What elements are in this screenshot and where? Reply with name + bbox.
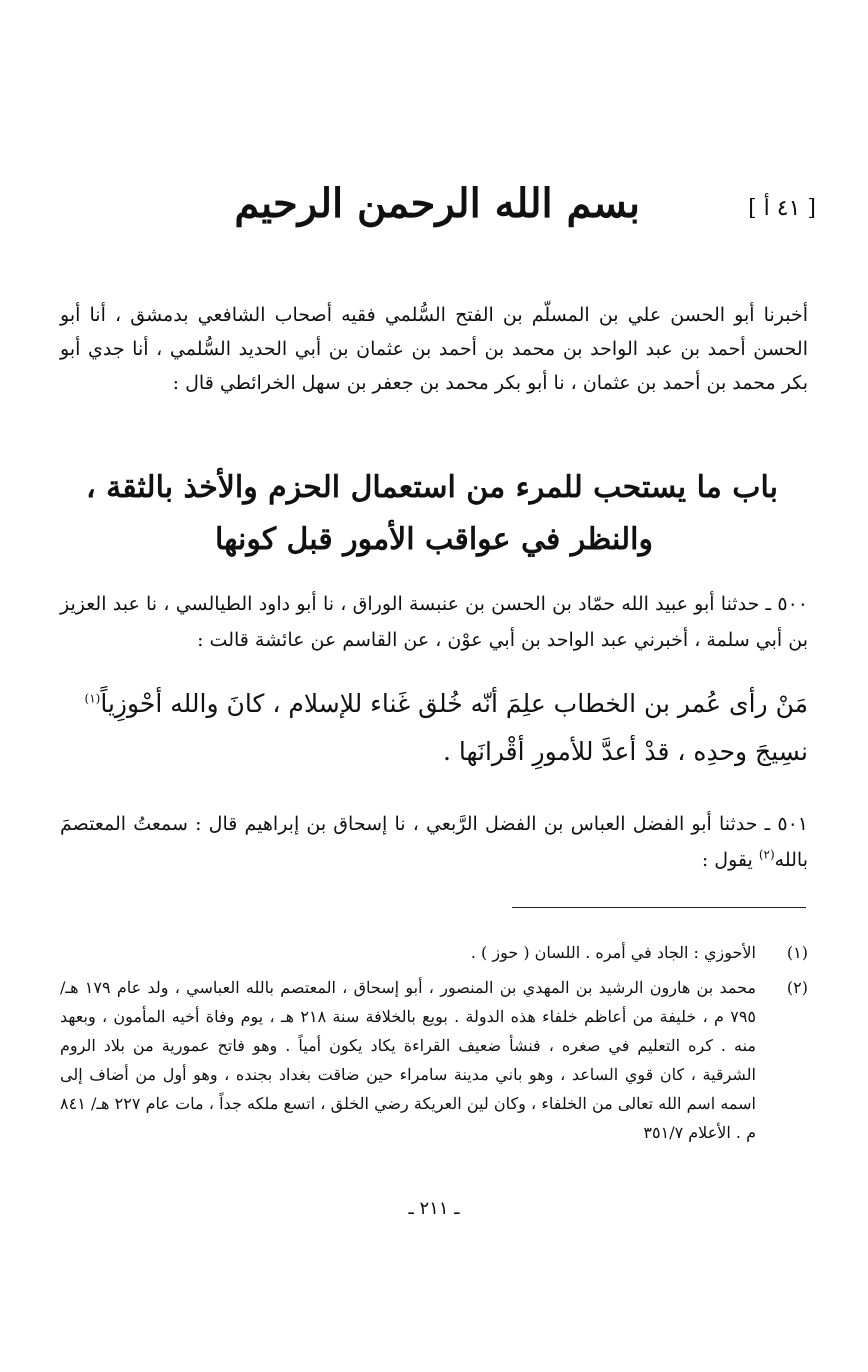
footnote-separator (512, 907, 806, 908)
hadith-501-text: ٥٠١ ـ حدثنا أبو الفضل العباس بن الفضل الرَّبعي ، نا إسحاق بن إبراهيم قال : سمعتُ المعتصمَ بالله (60, 813, 808, 871)
matn-line-2: نسِيجَ وحدِه ، قدْ أعدَّ للأمورِ أقْرانَها . (442, 737, 808, 766)
matn-line-1-text: مَنْ رأى عُمر بن الخطاب علِمَ أنّه خُلق غَناء للإسلام ، كانَ والله أحْوزِياً (100, 689, 808, 718)
hadith-501 (60, 806, 808, 878)
chapter-title-line-1: باب ما يستحب للمرء من استعمال الحزم والأخذ بالثقة ، (85, 470, 778, 505)
hadith-500-text: ٥٠٠ ـ حدثنا أبو عبيد الله حمّاد بن الحسن بن عنبسة الوراق ، نا أبو داود الطيالسي ، نا عبد العزيز بن أبي سلمة ، أخبرني عبد الواحد بن أبي عوْن ، عن القاسم عن عائشة قالت : (60, 593, 808, 651)
footnote-ref-1[interactable]: (١) (84, 691, 101, 706)
footnote-ref-2[interactable]: (٢) (758, 847, 775, 862)
hadith-500-matn (60, 680, 808, 776)
hadith-500 (60, 586, 808, 658)
page-number: ـ ٢١١ ـ (408, 1198, 460, 1219)
matn-line-1 (60, 680, 808, 728)
folio-marker: [ ٤١ أ ] (748, 196, 816, 221)
footnote-item (60, 973, 808, 1147)
footnote-number: (٢) (786, 978, 808, 997)
footnote-item (60, 938, 808, 967)
isnad-paragraph (60, 298, 808, 400)
isnad-text: أخبرنا أبو الحسن علي بن المسلّم بن الفتح السُّلمي فقيه أصحاب الشافعي بدمشق ، أنا أبو الحسن أحمد بن عبد الواحد بن محمد بن أحمد بن عثمان بن أبي الحديد السُّلمي ، أنا جدي أبو بكر محمد بن أحمد بن عثمان ، نا أبو بكر محمد بن جعفر بن سهل الخرائطي قال : (60, 304, 808, 394)
hadith-501-ending: يقول : (701, 849, 759, 871)
basmala-heading: بسم الله الرحمن الرحيم (234, 180, 640, 227)
chapter-title-line-2: والنظر في عواقب الأمور قبل كونها (215, 522, 653, 557)
footnote-number: (١) (786, 943, 808, 962)
footnote-text: محمد بن هارون الرشيد بن المهدي بن المنصور ، أبو إسحاق ، المعتصم بالله العباسي ، ولد عام ١٧٩ هـ/ ٧٩٥ م ، خليفة من أعاظم خلفاء هذه الدولة . بويع بالخلافة سنة ٢١٨ هـ ، يوم وفاة أخيه المأمون ، وبعهد منه . كره التعليم في صغره ، فنشأ ضعيف القراءة يكاد يكون أمياً . وهو فاتح عمورية من بلاد الروم الشرقية ، كان قوي الساعد ، وهو باني مدينة سامراء حين ضاقت بغداد بجنده ، وهو أول من أضاف إلى اسمه اسم الله تعالى من الخلفاء ، وكان لين العريكة رضي الخلق ، اتسع ملكه جداً ، مات عام ٢٢٧ هـ/ ٨٤١ م . الأعلام ٣٥١/٧ (60, 978, 757, 1142)
footnotes (60, 938, 808, 1147)
chapter-title (85, 462, 778, 566)
footnote-text: الأحوزي : الجاد في أمره . اللسان ( حوز ) . (470, 943, 756, 962)
hadith-501-paragraph (60, 806, 808, 878)
